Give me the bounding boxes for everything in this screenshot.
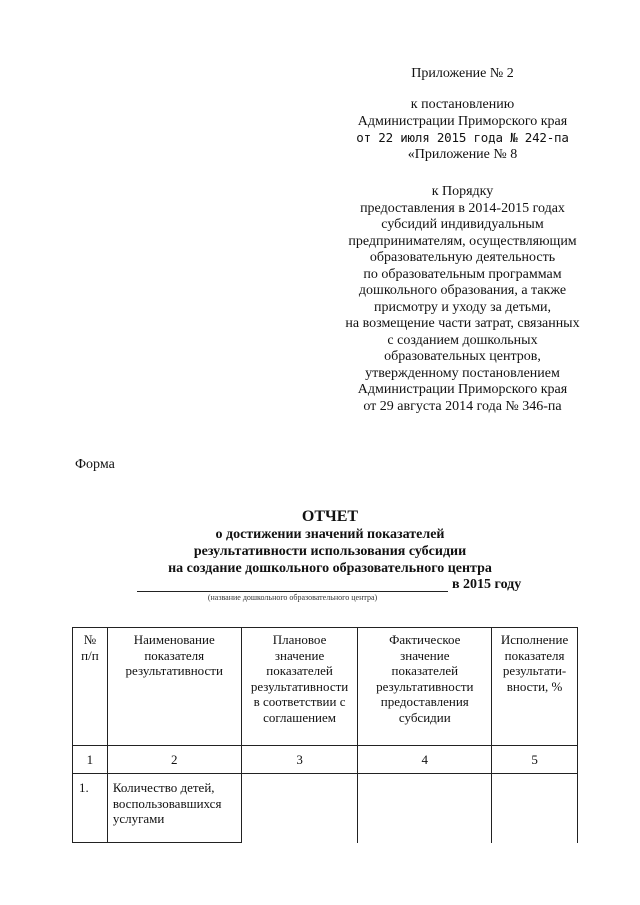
header-cell-line: субсидии	[398, 709, 451, 725]
administration-line: Администрации Приморского края	[357, 113, 568, 129]
procedure-line: субсидий индивидуальным	[381, 217, 544, 232]
table-row	[73, 774, 578, 843]
table-column-numbers-row	[73, 746, 578, 774]
header-cell-line: значение	[400, 647, 450, 663]
report-title-line-1: о достижении значений показателей	[215, 527, 445, 542]
procedure-line: с созданием дошкольных	[387, 332, 538, 348]
procedure-line: предпринимателям, осуществляющим	[348, 233, 577, 249]
header-cell-line: Фактическое	[389, 632, 461, 647]
header-cell-line: в соответствии с	[253, 694, 346, 709]
procedure-line: от 29 августа 2014 года № 346-па	[363, 398, 562, 414]
header-cell-line: Наименование	[133, 632, 215, 647]
header-cell-line: результативности	[250, 678, 349, 694]
header-cell-line: соглашением	[263, 709, 336, 725]
header-cell-line: результативности	[376, 678, 474, 694]
empty-value-cell	[492, 774, 578, 843]
header-cell-line: Плановое	[272, 632, 327, 647]
header-cell-col-1	[73, 628, 108, 746]
procedure-line: Администрации Приморского края	[357, 382, 568, 397]
form-label: Форма	[75, 457, 115, 472]
to-resolution-line: к постановлению	[410, 97, 515, 112]
header-cell-col-5	[492, 628, 578, 746]
column-number-cell: 1	[73, 746, 108, 774]
header-cell-line: вности, %	[506, 678, 563, 694]
header-cell-line: показателей	[266, 663, 333, 678]
procedure-line: по образовательным программам	[363, 266, 562, 282]
empty-value-cell	[241, 774, 358, 843]
column-number-cell: 2	[107, 746, 241, 774]
column-number-cell: 5	[492, 746, 578, 774]
appendix-header	[330, 66, 595, 83]
header-cell-line: №	[83, 632, 97, 647]
procedure-line: к Порядку	[431, 184, 494, 199]
row-name-line: Количество детей,	[112, 780, 215, 795]
center-name-caption: (название дошкольного образовательного центра)	[207, 593, 378, 602]
table-header-row	[73, 628, 578, 746]
row-name-line: воспользовавшихся	[112, 795, 222, 811]
center-name-blank-line	[137, 577, 448, 592]
header-cell-line: значение	[274, 647, 325, 663]
resolution-date-stamp: от 22 июля 2015 года № 242-па	[356, 130, 569, 145]
column-number-cell: 4	[358, 746, 492, 774]
header-cell-line: показателя	[504, 647, 565, 663]
quote-appendix-line: «Приложение № 8	[407, 146, 518, 162]
empty-value-cell	[358, 774, 492, 843]
report-title-main: ОТЧЕТ	[301, 508, 359, 525]
header-cell-line: показателей	[391, 663, 459, 678]
header-cell-line: п/п	[81, 647, 99, 663]
report-title-line-3: на создание дошкольного образовательного центра	[168, 561, 492, 576]
indicators-table	[72, 627, 578, 843]
procedure-reference	[330, 184, 595, 415]
column-number-cell: 3	[241, 746, 358, 774]
procedure-line: присмотру и уходу за детьми,	[373, 299, 552, 315]
header-cell-line: Исполнение	[500, 632, 569, 647]
resolution-reference	[330, 97, 595, 163]
header-cell-col-4	[358, 628, 492, 746]
procedure-line: предоставления в 2014-2015 годах	[360, 200, 565, 216]
appendix-label: Приложение № 2	[411, 66, 514, 81]
report-year: в 2015 году	[452, 577, 522, 592]
procedure-line: образовательных центров,	[384, 349, 541, 364]
header-cell-line: результативности	[125, 663, 223, 678]
header-cell-line: предоставления	[380, 694, 469, 709]
procedure-line: дошкольного образования, а также	[358, 283, 567, 298]
row-name-line: услугами	[112, 811, 165, 826]
row-name-cell	[107, 774, 241, 843]
procedure-line: утвержденному постановлением	[365, 365, 560, 381]
header-cell-line: показателя	[144, 647, 205, 663]
header-cell-col-3	[241, 628, 358, 746]
header-cell-col-2	[107, 628, 241, 746]
row-index-cell: 1.	[73, 774, 108, 843]
report-title-line-2: результативности использования субсидии	[193, 544, 467, 559]
procedure-line: на возмещение части затрат, связанных	[345, 316, 580, 331]
report-title	[120, 508, 540, 577]
header-cell-line: результати-	[502, 663, 567, 678]
procedure-line: образовательную деятельность	[369, 250, 556, 265]
